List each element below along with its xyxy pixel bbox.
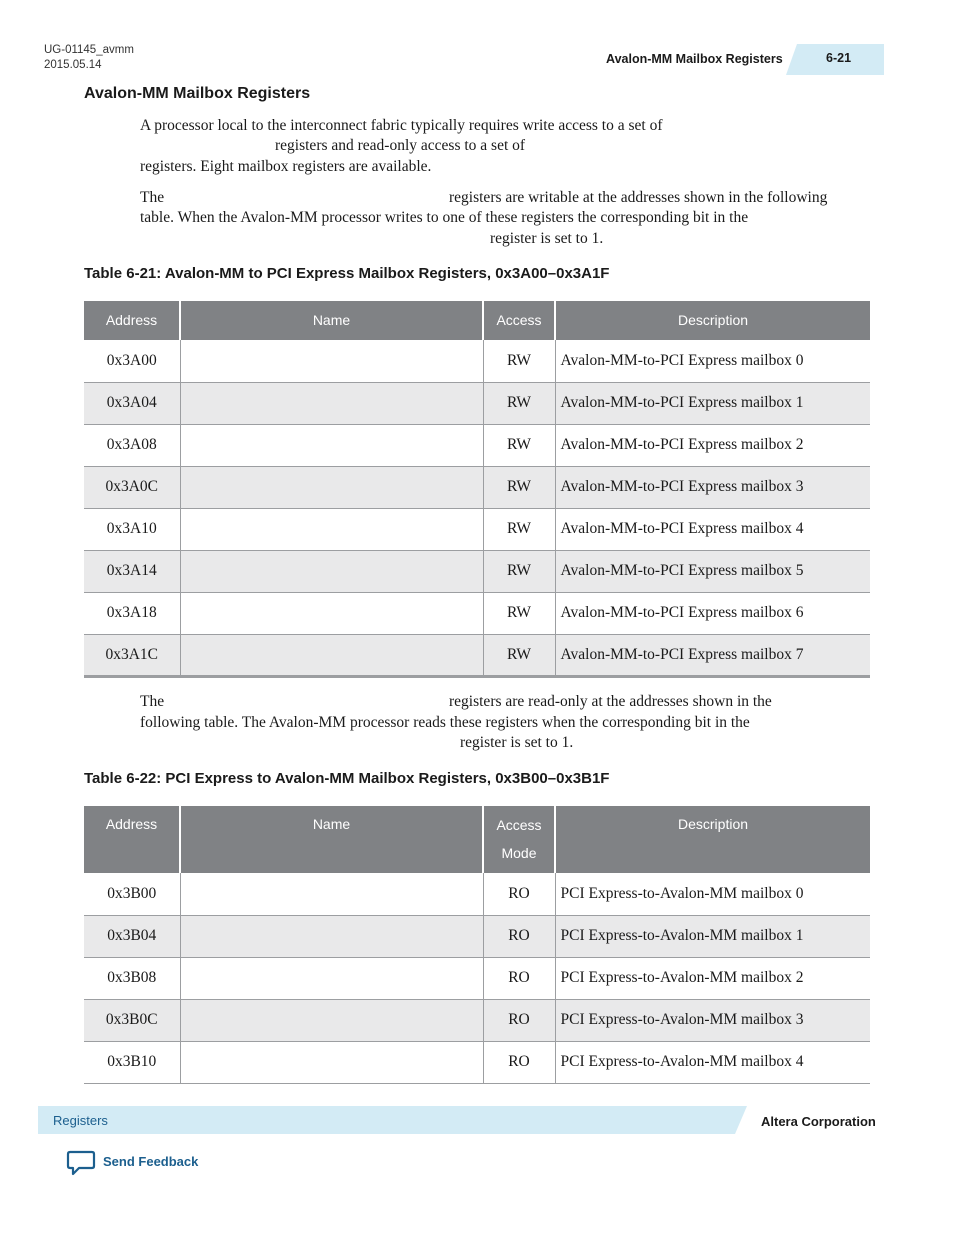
cell-address: 0x3A14 [84,550,180,592]
cell-access: RW [483,592,555,634]
cell-description: PCI Express-to-Avalon-MM mailbox 2 [555,957,870,999]
cell-access: RO [483,957,555,999]
table-row [84,999,870,1041]
cell-name [180,634,483,676]
table-row [84,1041,870,1083]
document-id [44,43,134,73]
cell-description: Avalon-MM-to-PCI Express mailbox 1 [555,382,870,424]
cell-name [180,382,483,424]
running-header-title: Avalon-MM Mailbox Registers [606,52,783,66]
cell-name [180,1041,483,1083]
cell-access: RO [483,873,555,915]
cell-description: PCI Express-to-Avalon-MM mailbox 0 [555,873,870,915]
cell-access: RW [483,550,555,592]
readonly-line-1b: registers are read-only at the addresses shown in the [449,693,772,710]
cell-address: 0x3A08 [84,424,180,466]
intro-line-1: A processor local to the interconnect fabric typically requires write access to a set of [140,117,663,134]
header-description: Description [555,806,870,873]
cell-address: 0x3A1C [84,634,180,676]
writable-line-3: register is set to 1. [490,230,604,247]
cell-name [180,873,483,915]
cell-description: Avalon-MM-to-PCI Express mailbox 6 [555,592,870,634]
send-feedback-link[interactable]: Send Feedback [103,1154,199,1169]
header-address: Address [84,301,180,340]
cell-name [180,424,483,466]
readonly-line-1a: The [140,693,165,710]
intro-line-3: registers. Eight mailbox registers are available. [140,158,432,175]
table-row [84,634,870,676]
page-number: 6-21 [826,51,852,65]
cell-description: Avalon-MM-to-PCI Express mailbox 0 [555,340,870,382]
cell-address: 0x3B04 [84,915,180,957]
table-row [84,915,870,957]
table-header-row [84,301,870,340]
cell-address: 0x3B10 [84,1041,180,1083]
header-address: Address [84,806,180,873]
cell-access: RO [483,915,555,957]
cell-description: Avalon-MM-to-PCI Express mailbox 5 [555,550,870,592]
cell-address: 0x3B00 [84,873,180,915]
footer-section-link[interactable]: Registers [53,1113,108,1128]
cell-access: RO [483,999,555,1041]
cell-description: PCI Express-to-Avalon-MM mailbox 4 [555,1041,870,1083]
cell-name [180,466,483,508]
table-row [84,508,870,550]
cell-address: 0x3A00 [84,340,180,382]
intro-line-2: registers and read-only access to a set of [275,137,526,154]
cell-description: Avalon-MM-to-PCI Express mailbox 4 [555,508,870,550]
cell-access: RW [483,508,555,550]
document-date: 2015.05.14 [44,59,102,71]
table-row [84,873,870,915]
table-row [84,550,870,592]
pcie-to-avalon-mailbox-table [84,806,870,1084]
cell-name [180,957,483,999]
cell-address: 0x3A04 [84,382,180,424]
footer-company: Altera Corporation [761,1114,876,1129]
table-row [84,466,870,508]
table-row [84,340,870,382]
cell-description: PCI Express-to-Avalon-MM mailbox 1 [555,915,870,957]
cell-description: PCI Express-to-Avalon-MM mailbox 3 [555,999,870,1041]
cell-name [180,550,483,592]
header-description: Description [555,301,870,340]
avalon-to-pcie-mailbox-table [84,301,870,678]
table-row [84,957,870,999]
table-header-row [84,806,870,873]
writable-line-2: table. When the Avalon-MM processor writes to one of these registers the corresponding bit in the [140,209,749,226]
cell-address: 0x3A0C [84,466,180,508]
cell-name [180,340,483,382]
footer-band-slant [735,1106,747,1134]
writable-line-1a: The [140,189,165,206]
cell-access: RO [483,1041,555,1083]
page-tab-slant [786,44,797,75]
table-row [84,382,870,424]
cell-access: RW [483,382,555,424]
readonly-line-2: following table. The Avalon-MM processor reads these registers when the corresponding bit in the [140,714,750,731]
section-title: Avalon-MM Mailbox Registers [84,85,311,102]
cell-name [180,592,483,634]
cell-name [180,999,483,1041]
cell-address: 0x3B08 [84,957,180,999]
footer-band [38,1106,735,1134]
table1-caption: Table 6-21: Avalon-MM to PCI Express Mailbox Registers, 0x3A00–0x3A1F [84,265,610,282]
header-access-mode-label: Mode [501,845,537,861]
cell-name [180,508,483,550]
cell-address: 0x3A18 [84,592,180,634]
table-row [84,424,870,466]
cell-access: RW [483,634,555,676]
cell-name [180,915,483,957]
header-access: Access [483,301,555,340]
cell-access: RW [483,424,555,466]
document-number: UG-01145_avmm [44,44,134,56]
cell-description: Avalon-MM-to-PCI Express mailbox 7 [555,634,870,676]
header-access-mode [483,806,555,873]
cell-address: 0x3A10 [84,508,180,550]
cell-description: Avalon-MM-to-PCI Express mailbox 2 [555,424,870,466]
cell-access: RW [483,466,555,508]
table-row [84,592,870,634]
header-access: Access [496,817,542,833]
header-name: Name [180,806,483,873]
table2-caption: Table 6-22: PCI Express to Avalon-MM Mailbox Registers, 0x3B00–0x3B1F [84,770,610,787]
cell-description: Avalon-MM-to-PCI Express mailbox 3 [555,466,870,508]
cell-access: RW [483,340,555,382]
readonly-line-3: register is set to 1. [460,734,574,751]
speech-bubble-icon[interactable] [66,1150,96,1176]
header-name: Name [180,301,483,340]
cell-address: 0x3B0C [84,999,180,1041]
writable-line-1b: registers are writable at the addresses shown in the following [449,189,828,206]
